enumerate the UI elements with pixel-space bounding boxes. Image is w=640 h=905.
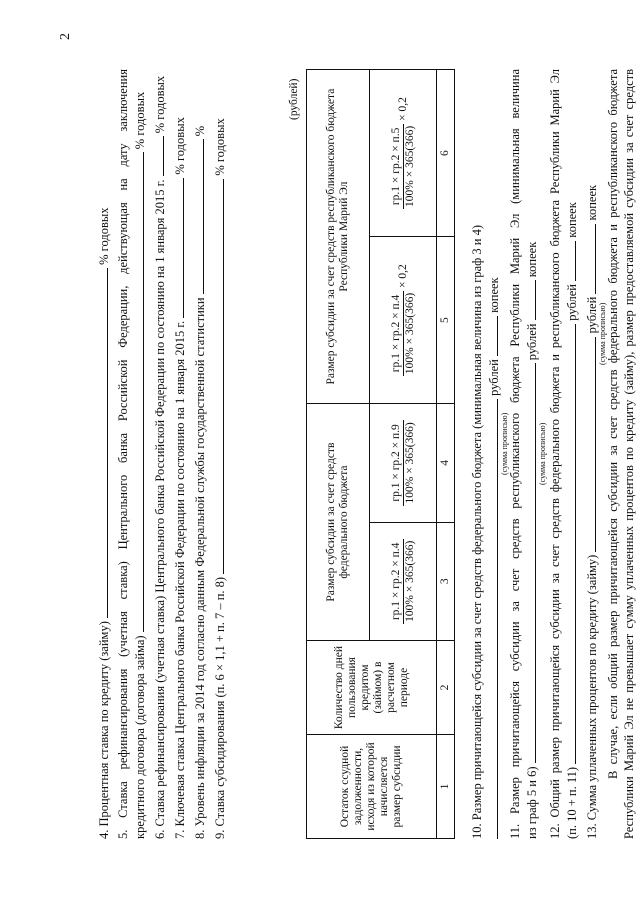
item-7 (172, 69, 188, 839)
item-9-blank (212, 179, 224, 574)
col-number-2: 2 (437, 641, 455, 735)
formula-col5 (370, 237, 437, 404)
item-11-hint: (сумма прописью) (538, 422, 547, 485)
page-number: 2 (58, 33, 73, 40)
item-13-sum-blank (584, 337, 596, 552)
subsidy-table (306, 69, 455, 839)
item-6-unit: % годовых (153, 75, 167, 134)
item-13-label: 13. Сумма уплаченных процентов по кредиту (займу) (585, 554, 599, 839)
item-11-label2: из граф 5 и 6) (525, 766, 539, 839)
item-13-rub: рублей (585, 296, 599, 334)
item-11-line1: 11. Размер причитающейся субсидии за счет средств республиканского бюджета Республики Марий Эл (минимальная величина (508, 69, 522, 839)
item-12-line2 (564, 69, 580, 839)
item-10 (470, 69, 485, 839)
item-12-label2: (п. 10 + п. 11) (565, 766, 579, 839)
item-5-line1: 5. Ставка рефинансирования (учетная ставка) Центрального банка Российской Федерации, действующая на дату заключения (116, 69, 130, 839)
item-12-sum-blank (564, 324, 576, 764)
col-header-republic: Размер субсидии за счет средств республиканского бюджета Республики Марий Эл (307, 70, 370, 404)
item-8-blank (192, 139, 204, 294)
formula-col4-den: 100% × 365(366) (403, 422, 416, 504)
item-8 (192, 69, 208, 839)
col-number-3: 3 (437, 522, 455, 640)
item-7-label: 7. Ключевая ставка Центрального банка Российской Федерации по состоянию на 1 января 2015 г. (173, 320, 187, 839)
item-12-kop-blank (564, 241, 576, 281)
col-header-federal: Размер субсидии за счет средств федерального бюджета (307, 404, 370, 641)
item-4-blank (96, 268, 108, 618)
col-number-5: 5 (437, 237, 455, 404)
item-10-sum-blank (486, 399, 498, 839)
formula-col3 (370, 522, 437, 640)
item-4-label: 4. Процентная ставка по кредиту (займу) (97, 621, 111, 839)
formula-col4 (370, 404, 437, 522)
item-9 (212, 69, 228, 839)
item-11-sum-blank (524, 363, 536, 763)
item-6 (152, 69, 168, 839)
item-5-blank (132, 152, 144, 632)
final-paragraph-line2: Республики Марий Эл не превышает сумму уплаченных процентов по кредиту (займу), размер предоставляемой субсидии за счет средств (622, 69, 636, 839)
item-5-unit: % годовых (133, 91, 147, 150)
item-10-rub: рублей (487, 359, 501, 396)
item-13-kop-blank (584, 224, 596, 294)
item-8-unit: % (193, 125, 207, 137)
item-5-label2: кредитного договора (договора займа) (133, 635, 147, 839)
col-number-1: 1 (437, 735, 455, 839)
formula-col4-num: гр.1 × гр.2 × п.9 (390, 420, 404, 505)
table-currency-note: (рублей) (288, 78, 300, 120)
col-header-days: Количество дней пользования кредитом (займом) в расчетном периоде (307, 641, 437, 735)
formula-col5-num: гр.1 × гр.2 × п.4 (390, 291, 404, 376)
item-8-label: 8. Уровень инфляции за 2014 год согласно данным Федеральной службы государственной статистики (193, 297, 207, 839)
item-13-kop: копеек (585, 184, 599, 221)
item-10-label: 10. Размер причитающейся субсидии за счет средств федерального бюджета (минимальная величина из граф 3 и 4) (470, 225, 484, 839)
item-4 (96, 69, 112, 839)
item-12-kop: копеек (565, 202, 579, 238)
item-9-unit: % годовых (213, 118, 227, 176)
item-6-label: 6. Ставка рефинансирования (учетная ставка) Центрального банка Российской Федерации по состоянию на 1 января 2015 г. (153, 179, 167, 839)
item-13-hint: (сумма прописью) (598, 302, 607, 365)
col-number-4: 4 (437, 404, 455, 522)
col-number-6: 6 (437, 70, 455, 237)
item-9-label: 9. Ставка субсидирования (п. 6 × 1,1 + п. 7 – п. 8) (213, 576, 227, 839)
formula-col5-mult: × 0,2 (396, 264, 409, 288)
item-10-kop-blank (486, 316, 498, 356)
item-5-line2 (132, 69, 148, 839)
item-7-unit: % годовых (173, 117, 187, 175)
item-11-kop: копеек (525, 241, 539, 278)
item-13 (584, 69, 600, 839)
item-4-unit: % годовых (97, 207, 111, 265)
item-12-line1: 12. Общий размер причитающейся субсидии за счет средств федерального бюджета и республиканского бюджета Республики Марий Эл (548, 69, 562, 839)
item-7-blank (172, 178, 184, 318)
item-10-kop: копеек (487, 277, 501, 313)
formula-col6-num: гр.1 × гр.2 × п.5 (390, 124, 404, 209)
item-11-kop-blank (524, 280, 536, 320)
formula-col6-den: 100% × 365(366) (403, 125, 416, 207)
formula-col6-mult: × 0,2 (396, 97, 409, 121)
formula-col3-num: гр.1 × гр.2 × п.4 (390, 539, 404, 624)
formula-col5-den: 100% × 365(366) (403, 292, 416, 375)
formula-col6 (370, 70, 437, 237)
item-11-rub: рублей (525, 323, 539, 361)
final-paragraph-line1: В случае, если общий размер причитающейся субсидии за счет средств федерального бюджета и республиканского бюджета (606, 69, 620, 779)
item-10-hint: (сумма прописью) (500, 412, 509, 475)
col-header-balance: Остаток ссудной задолженности, исходя из которой начисляется размер субсидии (307, 735, 437, 839)
item-6-blank (152, 136, 164, 176)
item-12-rub: рублей (565, 284, 579, 321)
formula-col3-den: 100% × 365(366) (403, 540, 416, 622)
